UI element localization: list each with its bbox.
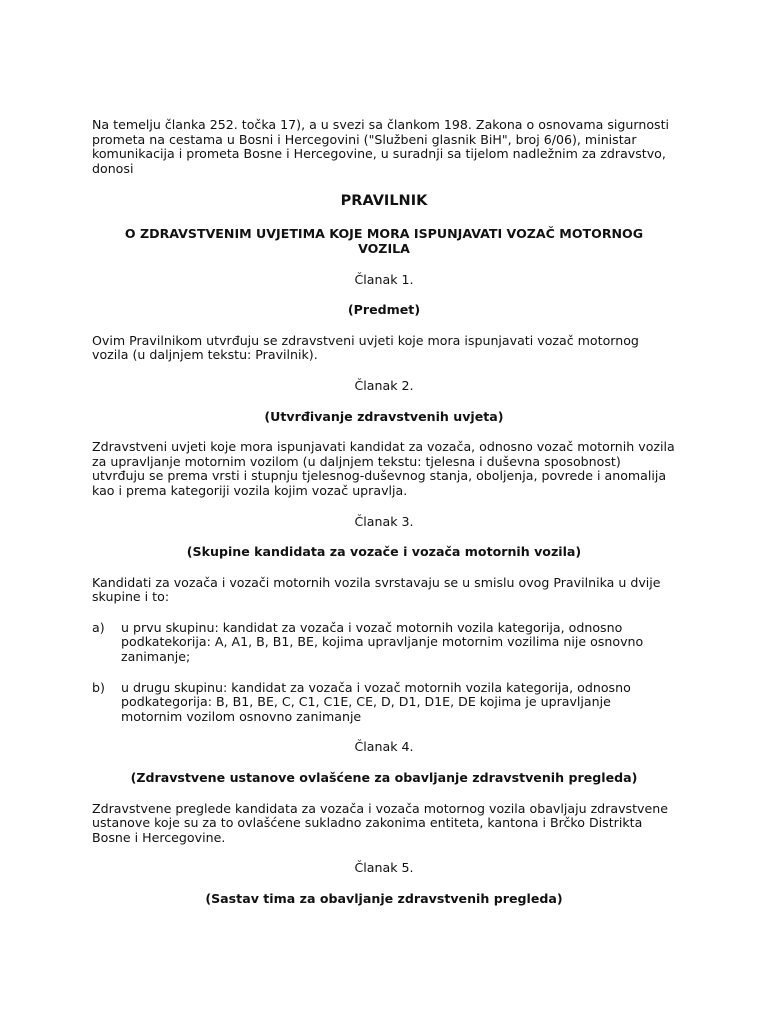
article-body: Zdravstvene preglede kandidata za vozača i vozača motornog vozila obavljaju zdravstvene ustanove koje su za to ovlašćene sukladno zakonima entiteta, kantona i Brčko Distrikta Bosne i Hercegovine. xyxy=(92,800,668,845)
list-marker: a) xyxy=(92,619,105,635)
list-item xyxy=(92,681,676,725)
article-number: Članak 1. xyxy=(354,271,414,287)
article-heading: (Skupine kandidata za vozače i vozača motornih vozila) xyxy=(186,544,582,560)
list-text: u prvu skupinu: kandidat za vozača i vozač motornih vozila kategorija, odnosno podkatekorija: A, A1, B, B1, BE, kojima upravljanje motornim vozilima nije osnovno zanimanje; xyxy=(121,619,644,665)
article-heading: (Utvrđivanje zdravstvenih uvjeta) xyxy=(264,408,504,424)
article-number: Članak 4. xyxy=(354,739,414,755)
intro-paragraph: Na temelju članka 252. točka 17), a u svezi sa člankom 198. Zakona o osnovama sigurnosti prometa na cestama u Bosni i Hercegovini ("Službeni glasnik BiH", broj 6/06), ministar komunikacija i prometa Bosne i Hercegovine, u suradnji sa tijelom nadležnim za zdravstvo, donosi xyxy=(92,117,670,176)
list-marker: b) xyxy=(92,679,105,695)
article-number: Članak 2. xyxy=(354,377,414,393)
document-title: PRAVILNIK xyxy=(340,193,428,210)
list-text: u drugu skupinu: kandidat za vozača i vozač motornih vozila kategorija, odnosno podkategorija: B, B1, BE, C, C1, C1E, CE, D, D1, D1E, DE kojima je upravljanje motornim vozilom osnovno zanimanje xyxy=(121,679,631,724)
article-body: Zdravstveni uvjeti koje mora ispunjavati kandidat za vozača, odnosno vozač motornih vozila za upravljanje motornim vozilom (u daljnjem tekstu: tjelesna i duševna sposobnost) utvrđuju se prema vrsti i stupnju tjelesnog-duševnog stanja, oboljenja, povrede i anomalija kao i prema kategoriji vozila kojim vozač upravlja. xyxy=(92,439,675,498)
article-number: Članak 3. xyxy=(354,513,414,529)
article-number: Članak 5. xyxy=(354,860,414,876)
document-page xyxy=(92,118,676,907)
list-item xyxy=(92,621,676,665)
article-body: Ovim Pravilnikom utvrđuju se zdravstveni uvjeti koje mora ispunjavati vozač motornog vozila (u daljnjem tekstu: Pravilnik). xyxy=(92,332,639,363)
article-heading: (Zdravstvene ustanove ovlašćene za obavljanje zdravstvenih pregleda) xyxy=(130,770,638,786)
article-heading: (Sastav tima za obavljanje zdravstvenih pregleda) xyxy=(205,891,563,906)
article-heading: (Predmet) xyxy=(347,302,421,318)
document-subtitle: O ZDRAVSTVENIM UVJETIMA KOJE MORA ISPUNJAVATI VOZAČ MOTORNOG VOZILA xyxy=(124,226,644,256)
article-body: Kandidati za vozača i vozači motornih vozila svrstavaju se u smislu ovog Pravilnika u dvije skupine i to: xyxy=(92,574,661,605)
